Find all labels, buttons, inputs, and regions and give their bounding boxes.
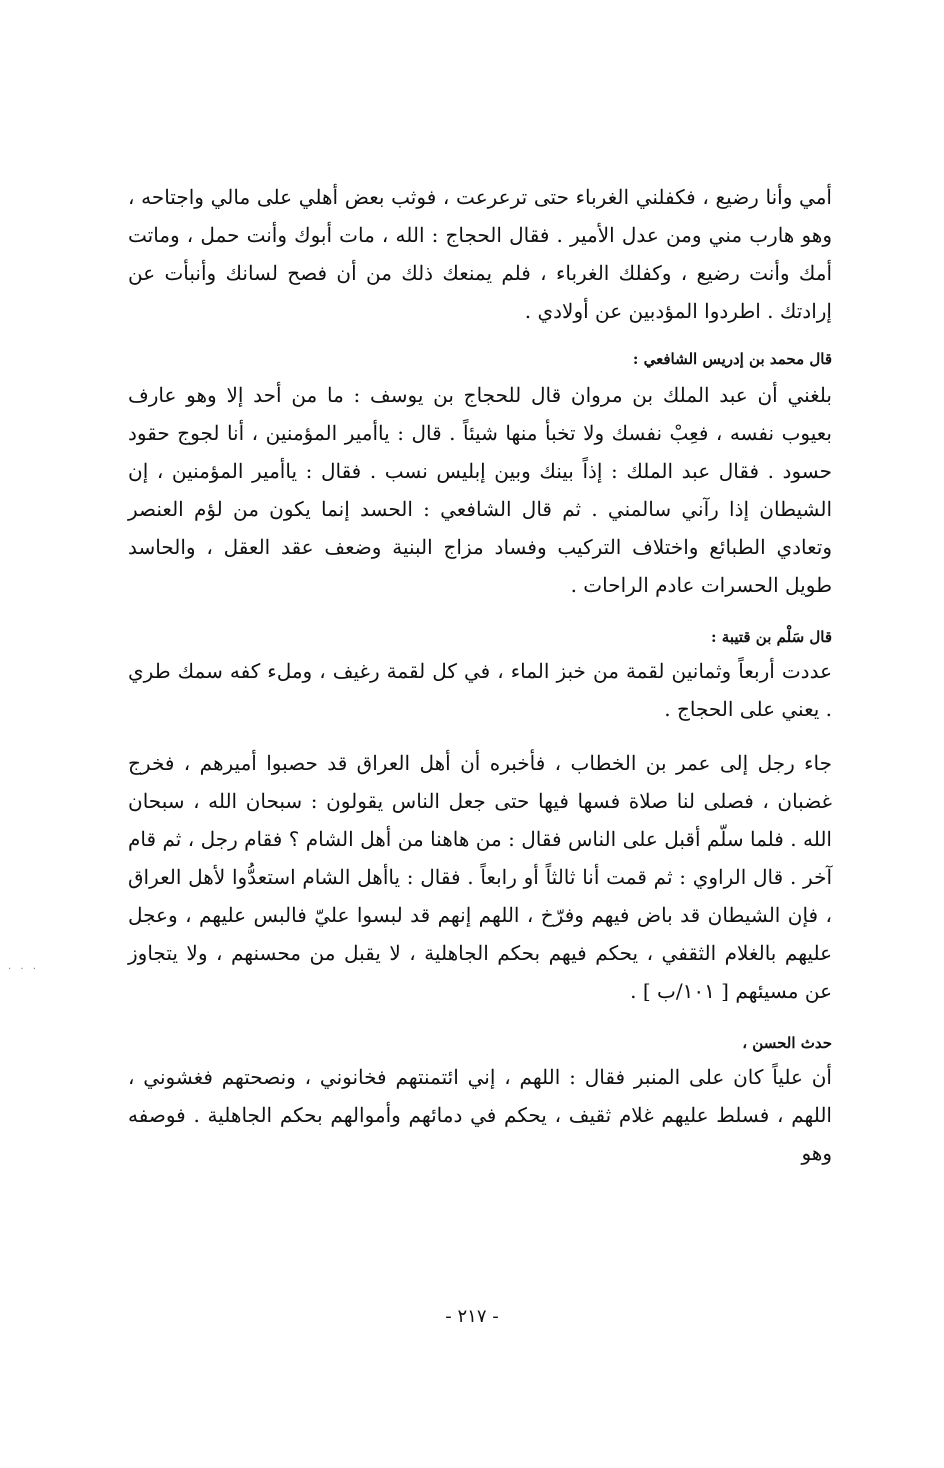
paragraph-2: بلغني أن عبد الملك بن مروان قال للحجاج بن يوسف : ما من أحد إلا وهو عارف بعيوب نفسه ، فعِبْ نفسك ولا تخبأ منها شيئاً . قال : ياأمير المؤمنين ، أنا لجوج حقود حسود . فقال عبد الملك : إذاً بينك وبين إبليس نسب . فقال : ياأمير المؤمنين ، إن الشيطان إذا رآني سالمني . ثم قال الشافعي : الحسد إنما يكون من لؤم العنصر وتعادي الطبائع واختلاف التركيب وفساد مزاج البنية وضعف عقد العقل ، والحاسد طويل الحسرات عادم الراحات . [128, 383, 832, 597]
paragraph-1: أمي وأنا رضيع ، فكفلني الغرباء حتى ترعرعت ، فوثب بعض أهلي على مالي واجتاحه ، وهو هارب مني ومن عدل الأمير . فقال الحجاج : الله ، مات أبوك وأنت حمل ، وماتت أمك وأنت رضيع ، وكفلك الغرباء ، فلم يمنعك ذلك من أن فصح لسانك وأنبأت عن إرادتك . اطردوا المؤدبين عن أولادي . [128, 185, 832, 323]
section-heading-shafii: قال محمد بن إدريس الشافعي : [632, 350, 832, 368]
paragraph-4: جاء رجل إلى عمر بن الخطاب ، فأخبره أن أهل العراق قد حصبوا أميرهم ، فخرج غضبان ، فصلى لنا صلاة فسها فيها حتى جعل الناس يقولون : سبحان الله ، سبحان الله . فلما سلّم أقبل على الناس فقال : من هاهنا من أهل الشام ؟ فقام رجل ، ثم قام آخر . قال الراوي : ثم قمت أنا ثالثاً أو رابعاً . فقال : ياأهل الشام استعدُّوا لأهل العراق ، فإن الشيطان قد باض فيهم وفرّخ ، اللهم إنهم قد لبسوا عليّ فالبس عليهم ، وعجل عليهم بالغلام الثقفي ، يحكم فيهم بحكم الجاهلية ، لا يقبل من محسنهم ، ولا يتجاوز عن مسيئهم [ ١٠١/ب ] . [128, 751, 832, 1003]
section-heading-salm: قال سَلْم بن قتيبة : [711, 628, 832, 646]
page-body [128, 178, 832, 1172]
paragraph-3: عددت أربعاً وثمانين لقمة من خبز الماء ، في كل لقمة رغيف ، وملء كفه سمك طري . يعني على الحجاج . [128, 659, 832, 721]
section-heading-hasan: حدث الحسن ، [742, 1034, 832, 1052]
margin-marks: · · · [8, 964, 39, 975]
paragraph-5: أن علياً كان على المنبر فقال : اللهم ، إني ائتمنتهم فخانوني ، ونصحتهم فغشوني ، اللهم ، فسلط عليهم غلام ثقيف ، يحكم في دمائهم وأموالهم بحكم الجاهلية . فوصفه وهو [128, 1065, 832, 1165]
page-number: - ٢١٧ - [445, 1306, 499, 1327]
